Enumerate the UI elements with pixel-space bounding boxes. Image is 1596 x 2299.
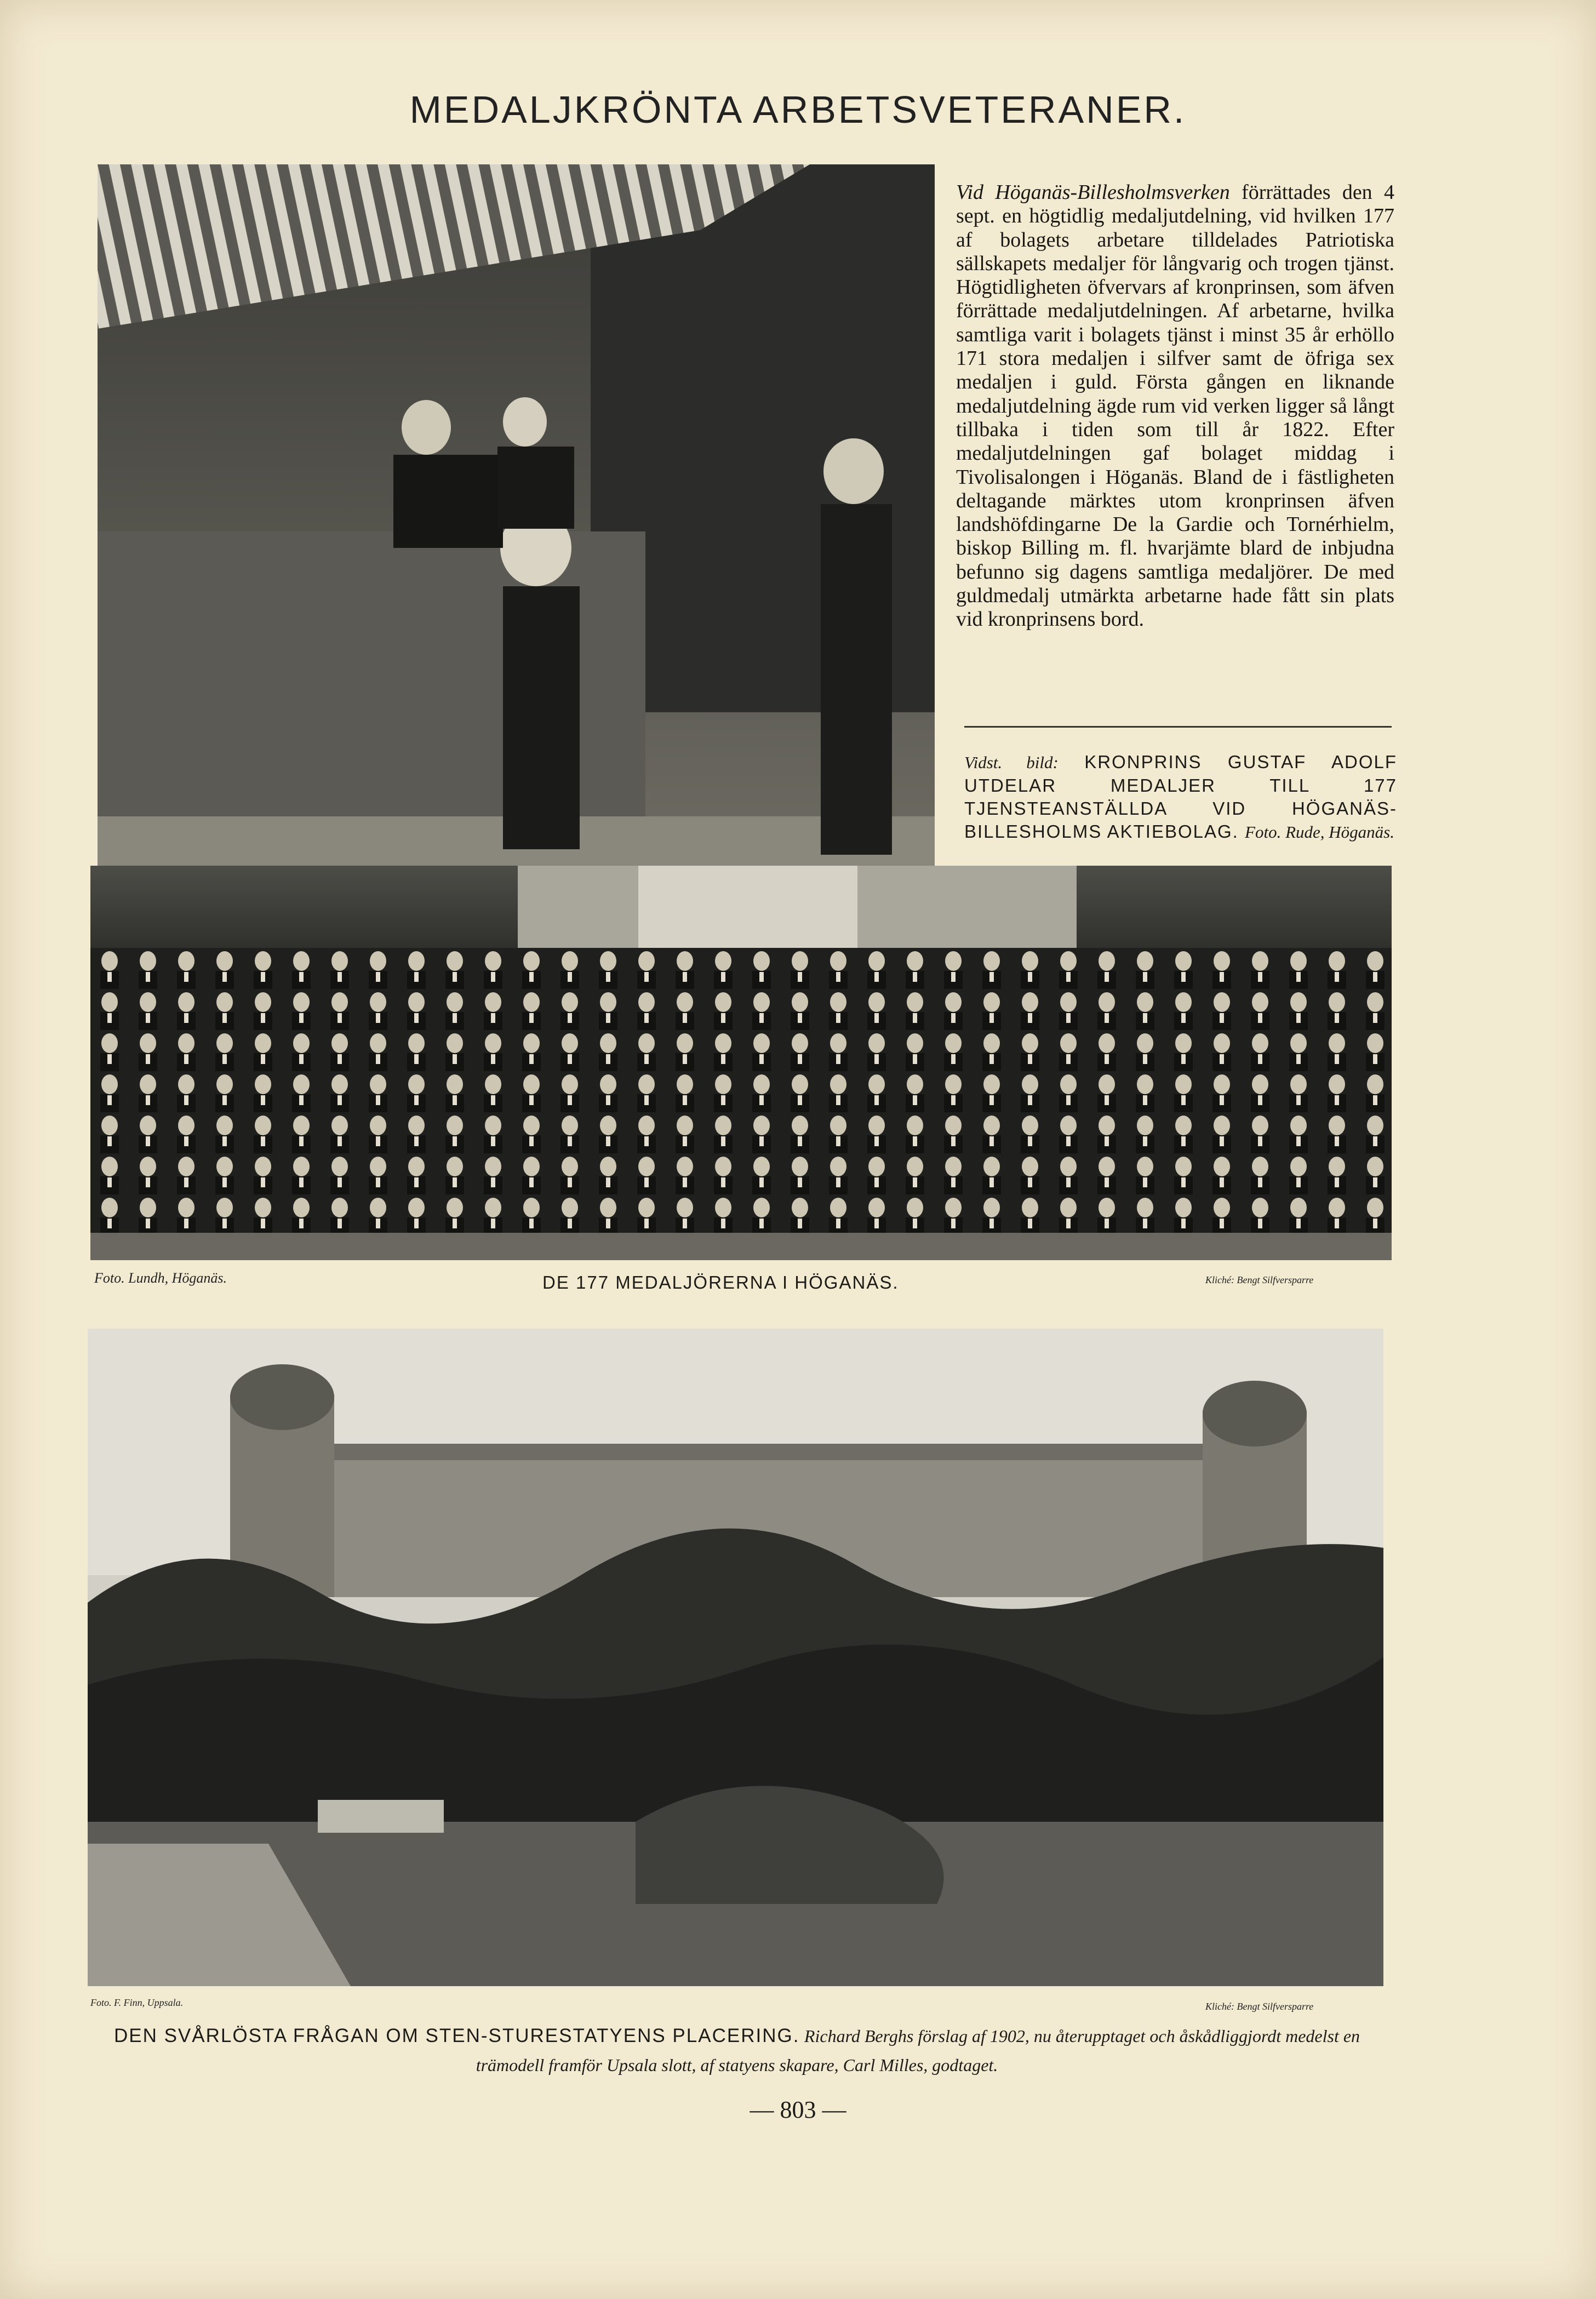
divider-rule — [964, 726, 1392, 728]
castle-caption-desc: Richard Berghs förslag af 1902, nu återupptaget och åskådliggjordt medelst en trämodell framför Upsala slott, af statyens skapare, Carl Milles, godtaget. — [476, 2026, 1360, 2075]
article-text — [956, 181, 1394, 632]
group-photo — [90, 866, 1392, 1260]
ceremony-caption — [964, 751, 1397, 844]
caption-text: KRONPRINS GUSTAF ADOLF UTDELAR MEDALJER TILL 177 TJENSTEANSTÄLLDA VID HÖGANÄS-BILLESHOLMS AKTIEBOLAG. — [964, 752, 1397, 842]
article-venue: Vid Höganäs-Billesholmsverken — [956, 181, 1230, 204]
page-number: — 803 — — [750, 2096, 846, 2123]
castle-caption-head: DEN SVÅRLÖSTA FRÅGAN OM STEN-STURESTATYENS PLACERING. — [113, 2025, 800, 2046]
castle-photo — [88, 1329, 1383, 1986]
ceremony-photo-drawing — [98, 164, 935, 866]
group-photo-drawing — [90, 866, 1392, 1260]
group-photo-cliche: Kliché: Bengt Silfversparre — [1205, 1274, 1314, 1285]
page-title: MEDALJKRÖNTA ARBETSVETERANER. — [409, 88, 1187, 131]
castle-photo-credit: Foto. F. Finn, Uppsala. — [90, 1997, 184, 2008]
castle-photo-drawing — [88, 1329, 1383, 1986]
group-photo-caption: DE 177 MEDALJÖRERNA I HÖGANÄS. — [542, 1272, 899, 1293]
group-photo-credit: Foto. Lundh, Höganäs. — [94, 1270, 227, 1286]
caption-lead: Vidst. bild: — [964, 753, 1059, 772]
castle-caption — [93, 2022, 1381, 2080]
ceremony-photo — [98, 164, 935, 866]
castle-photo-cliche: Kliché: Bengt Silfversparre — [1205, 2001, 1314, 2012]
caption-credit: Foto. Rude, Höganäs. — [1245, 822, 1394, 842]
article-body-text: förrättades den 4 sept. en högtidlig medaljutdelning, vid hvilken 177 af bolagets arbetare tilldelades Patriotiska sällskapets medaljer för långvarig och trogen tjänst. Högtidligheten öfvervars af kronprinsen, som äfven förrättade medaljutdelningen. Af arbetarne, hvilka samtliga varit i bolagets tjänst i minst 35 år erhöllo 171 stora medaljen i silfver samt de öfriga sex medaljen i guld. Första gången en liknande medaljutdelning ägde rum vid verken ligger så långt tillbaka i tiden som till år 1822. Efter medaljutdelningen gaf bolaget middag i Tivolisalongen i Höganäs. Bland de i fästligheten deltagande märktes utom kronprinsen äfven landshöfdingarne De la Gardie och Tornérhielm, biskop Billing m. fl. hvarjämte blard de inbjudna befunno sig dagens samtliga medaljörer. De med guldmedalj utmärkta arbetarne hade fått sin plats vid kronprinsens bord. — [956, 181, 1394, 631]
